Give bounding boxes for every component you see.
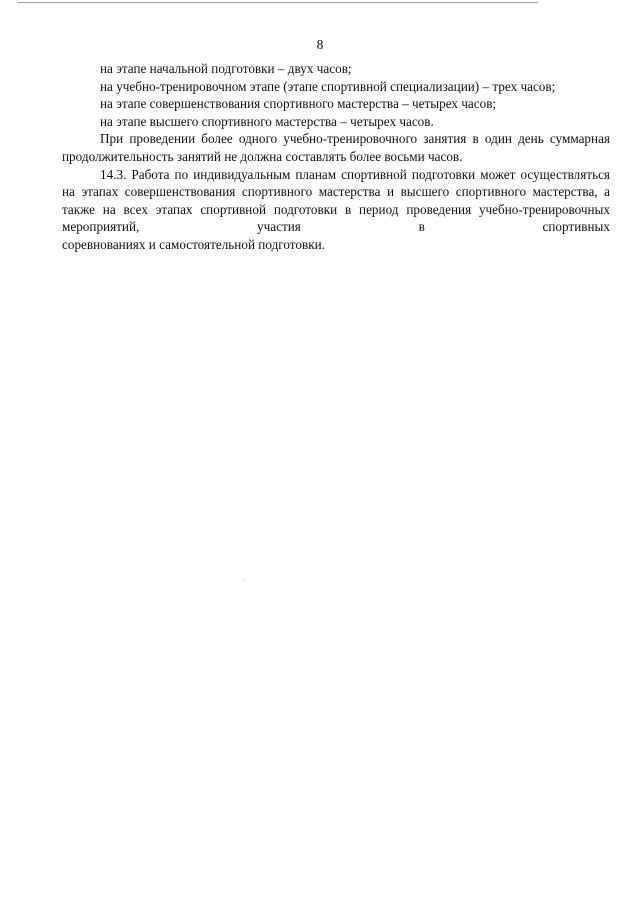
scan-speck <box>244 580 245 581</box>
paragraph-higher-stage: на этапе высшего спортивного мастерства – четырех часов. <box>100 113 434 129</box>
paragraph-training-stage: на учебно-тренировочном этапе (этапе спортивной специализации) – трех часов; <box>100 78 556 94</box>
page-number: 8 <box>316 37 324 52</box>
document-body <box>62 60 610 254</box>
paragraph-multiple-sessions: При проведении более одного учебно-тренировочного занятия в один день суммарная продолжительность занятий не должна составлять более восьми часов. <box>62 131 610 164</box>
scan-edge-line <box>18 2 538 3</box>
paragraph-initial-stage: на этапе начальной подготовки – двух часов; <box>100 61 352 76</box>
paragraph-improvement-stage: на этапе совершенствования спортивного мастерства – четырех часов; <box>100 96 497 112</box>
paragraph-14-3-continued: соревнованиях и самостоятельной подготовки. <box>62 236 325 252</box>
paragraph-14-3: 14.3. Работа по индивидуальным планам спортивной подготовки может осуществляться на этапах совершенствования спортивного мастерства и высшего спортивного мастерства, а также на всех этапах спортивной подготовки в период проведения учебно-тренировочных мероприятий, участия в спортивных <box>62 166 610 235</box>
